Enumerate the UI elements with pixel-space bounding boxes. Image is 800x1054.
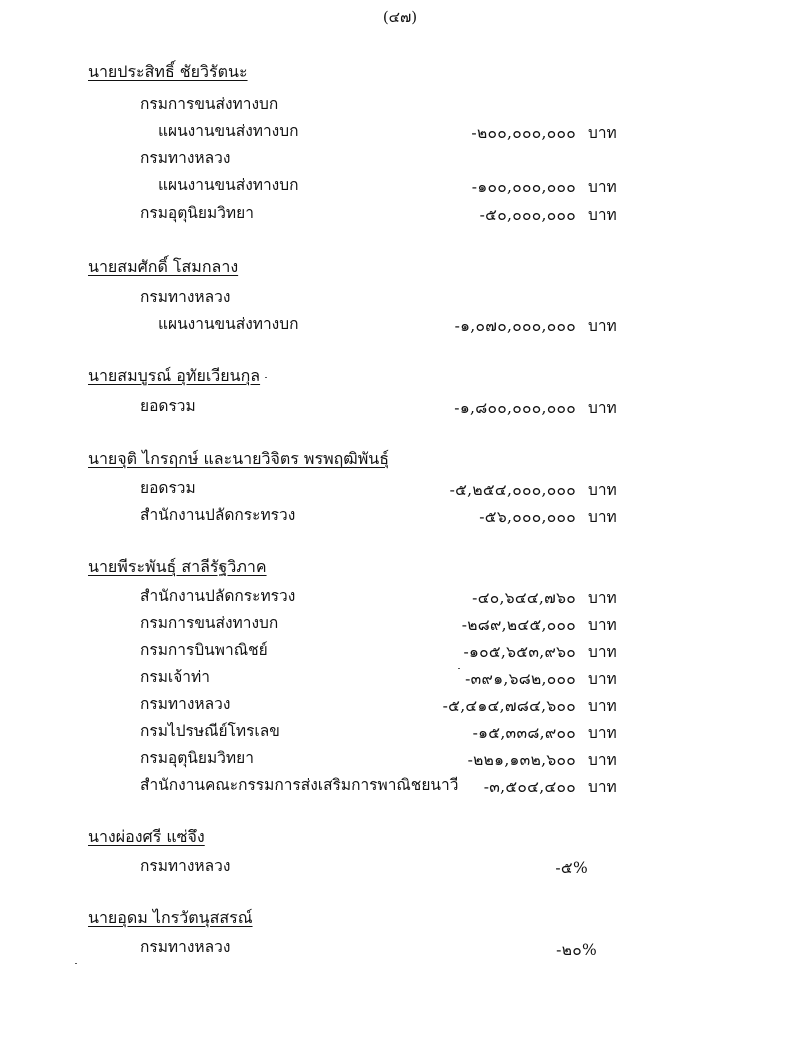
row-label: แผนงานขนส่งทางบก — [158, 176, 299, 194]
row-label: กรมอุตุนิยมวิทยา — [140, 204, 254, 222]
row-amount: -๒๒๑,๑๓๒,๖๐๐ — [467, 751, 576, 769]
row-unit: บาท — [588, 724, 617, 742]
row-unit: บาท — [588, 178, 617, 196]
row-unit: บาท — [588, 643, 617, 661]
row-amount: -๕,๔๑๔,๗๘๔,๖๐๐ — [442, 697, 576, 715]
row-label: แผนงานขนส่งทางบก — [158, 122, 299, 140]
row-unit: บาท — [588, 124, 617, 142]
row-unit: บาท — [588, 616, 617, 634]
row-unit: บาท — [588, 481, 617, 499]
row-percent: -๒๐% — [556, 941, 597, 959]
row-label: กรมทางหลวง — [140, 695, 231, 713]
row-amount: -๓๙๑,๖๘๒,๐๐๐ — [465, 670, 576, 688]
section-heading-pongsri: นางผ่องศรี แซ่จึง — [88, 827, 205, 846]
section-heading-udom: นายอุดม ไกรวัตนุสสรณ์ — [88, 908, 253, 927]
row-unit: บาท — [588, 399, 617, 417]
row-label: กรมไปรษณีย์โทรเลข — [140, 722, 280, 740]
row-unit: บาท — [588, 778, 617, 796]
row-label: กรมเจ้าท่า — [140, 668, 210, 686]
row-label: สำนักงานปลัดกระทรวง — [140, 506, 296, 524]
page-number: (๔๗) — [382, 8, 418, 26]
row-label: กรมอุตุนิยมวิทยา — [140, 749, 254, 767]
row-label: กรมทางหลวง — [140, 857, 231, 875]
row-unit: บาท — [588, 697, 617, 715]
row-unit: บาท — [588, 508, 617, 526]
row-label: สำนักงานคณะกรรมการส่งเสริมการพาณิชยนาวี — [140, 776, 459, 794]
section-heading-somboon: นายสมบูรณ์ อุทัยเวียนกุล — [88, 366, 261, 385]
row-amount: -๑๕,๓๓๘,๙๐๐ — [472, 724, 576, 742]
row-unit: บาท — [588, 589, 617, 607]
row-unit: บาท — [588, 206, 617, 224]
row-label: กรมทางหลวง — [140, 288, 231, 306]
row-amount: -๑๐๐,๐๐๐,๐๐๐ — [471, 178, 576, 196]
row-amount: -๓,๕๐๔,๔๐๐ — [483, 778, 576, 796]
row-amount: -๒๐๐,๐๐๐,๐๐๐ — [471, 124, 576, 142]
row-amount: -๑,๘๐๐,๐๐๐,๐๐๐ — [454, 399, 576, 417]
row-label: กรมการบินพาณิชย์ — [140, 641, 268, 659]
row-amount: -๕๖,๐๐๐,๐๐๐ — [479, 508, 576, 526]
row-amount: -๑๐๕,๖๕๓,๙๖๐ — [463, 643, 576, 661]
scan-speck — [458, 668, 460, 669]
row-label: แผนงานขนส่งทางบก — [158, 315, 299, 333]
row-amount: -๑,๐๗๐,๐๐๐,๐๐๐ — [454, 317, 576, 335]
row-label: ยอดรวม — [140, 479, 196, 497]
row-amount: -๒๘๙,๒๔๕,๐๐๐ — [461, 616, 576, 634]
row-label: กรมการขนส่งทางบก — [140, 614, 279, 632]
row-label: กรมทางหลวง — [140, 938, 231, 956]
row-unit: บาท — [588, 751, 617, 769]
row-label: กรมการขนส่งทางบก — [140, 95, 279, 113]
section-heading-prasit: นายประสิทธิ์ ชัยวิรัตนะ — [88, 62, 248, 81]
row-amount: -๕,๒๕๔,๐๐๐,๐๐๐ — [449, 481, 576, 499]
section-heading-juti-wijit: นายจุติ ไกรฤกษ์ และนายวิจิตร พรพฤฒิพันธุ์ — [88, 449, 389, 468]
section-heading-somsak: นายสมศักดิ์ โสมกลาง — [88, 257, 239, 276]
section-heading-peerapan: นายพีระพันธุ์ สาลีรัฐวิภาค — [88, 557, 267, 576]
row-label: สำนักงานปลัดกระทรวง — [140, 587, 296, 605]
row-amount: -๕๐,๐๐๐,๐๐๐ — [479, 206, 576, 224]
scan-speck — [265, 377, 267, 378]
row-amount: -๔๐,๖๔๔,๗๖๐ — [472, 589, 576, 607]
row-label: ยอดรวม — [140, 397, 196, 415]
row-unit: บาท — [588, 317, 617, 335]
row-percent: -๕% — [555, 859, 588, 877]
scan-speck — [75, 963, 77, 964]
row-unit: บาท — [588, 670, 617, 688]
row-label: กรมทางหลวง — [140, 149, 231, 167]
